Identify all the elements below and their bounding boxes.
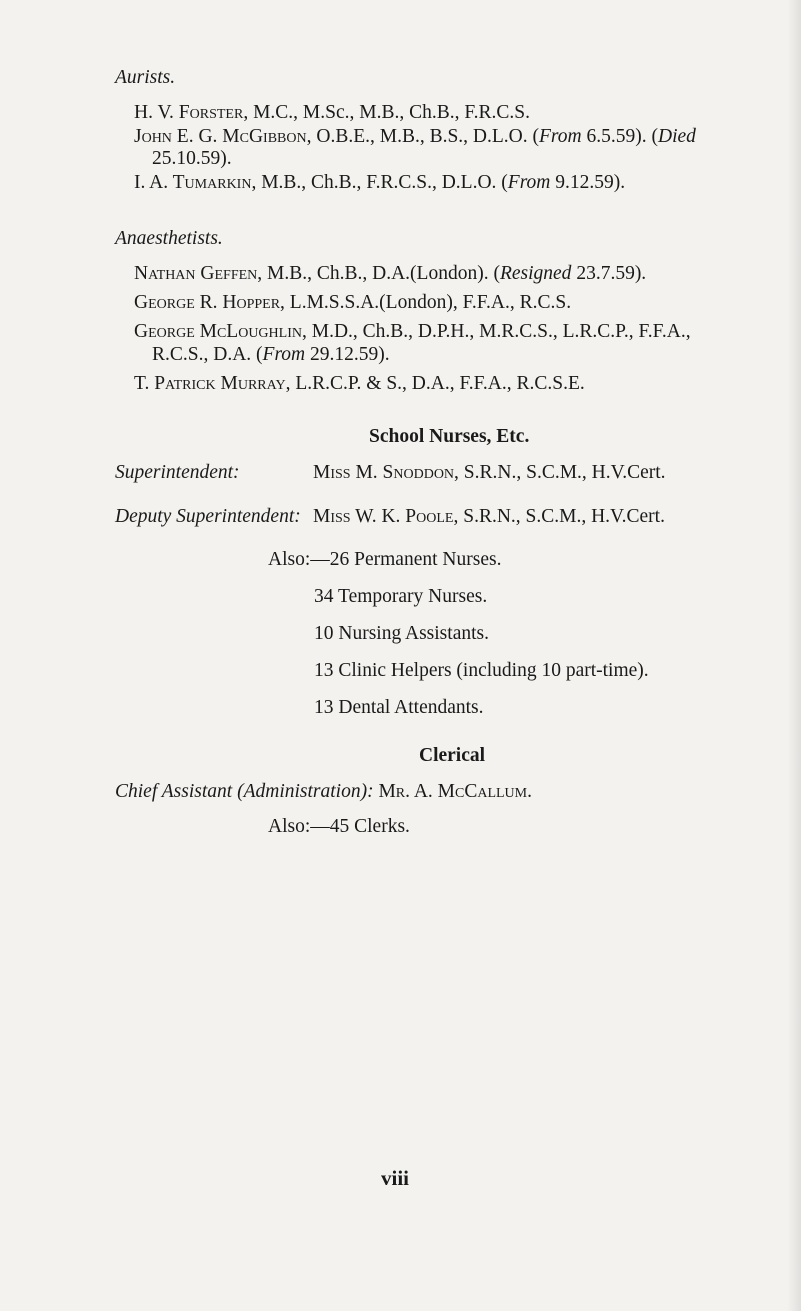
- person-name: Miss W. K. Poole: [313, 506, 454, 527]
- staff-count-item: 34 Temporary Nurses.: [314, 586, 488, 607]
- qualifications: , L.R.C.P. & S., D.A., F.F.A., R.C.S.E.: [285, 373, 585, 394]
- clerical-heading: Clerical: [419, 745, 486, 766]
- qualifications: , O.B.E., M.B., B.S., D.L.O. (: [306, 126, 540, 147]
- deputy-superintendent-entry: [313, 505, 665, 529]
- person-name: T. Patrick Murray: [134, 373, 286, 394]
- qualifications: , M.D., Ch.B., D.P.H., M.R.C.S., L.R.C.P., F.F.A.,: [301, 321, 691, 342]
- date-note-label: Died: [658, 126, 696, 147]
- qualifications: , M.B., Ch.B., F.R.C.S., D.L.O. (: [251, 172, 508, 193]
- also-label: Also:: [268, 549, 311, 570]
- person-name: Mr. A. McCallum.: [378, 781, 532, 802]
- date-note-label: From: [262, 344, 306, 365]
- qualifications: , S.R.N., S.C.M., H.V.Cert.: [453, 506, 665, 527]
- person-name: I. A. Tumarkin: [134, 172, 252, 193]
- aurist-entry-forster: [134, 101, 530, 125]
- person-name: Miss M. Snoddon: [313, 462, 455, 483]
- aurist-entry-tumarkin: [134, 171, 625, 195]
- date-note: 9.12.59).: [550, 172, 626, 193]
- qualifications: , L.M.S.S.A.(London), F.F.A., R.C.S.: [280, 292, 572, 313]
- person-name: George R. Hopper: [134, 292, 281, 313]
- aurist-entry-mcgibbon: [134, 125, 696, 149]
- aurists-heading: Aurists.: [115, 67, 176, 88]
- date-note-label: From: [507, 172, 551, 193]
- person-name: H. V. Forster: [134, 102, 244, 123]
- anaesthetists-heading: Anaesthetists.: [115, 228, 223, 249]
- date-note: 29.12.59).: [305, 344, 390, 365]
- anaesthetist-entry-hopper: [134, 291, 571, 315]
- superintendent-entry: [313, 461, 666, 485]
- anaesthetist-entry-geffen: [134, 262, 646, 286]
- date-note-label: Resigned: [499, 263, 572, 284]
- date-note: 6.5.59). (: [581, 126, 658, 147]
- chief-assistant-label-end: ):: [360, 781, 374, 802]
- anaesthetist-entry-mcloughlin-cont: [152, 343, 390, 367]
- staff-count-item: —26 Permanent Nurses.: [310, 549, 502, 570]
- qualifications: , S.R.N., S.C.M., H.V.Cert.: [454, 462, 666, 483]
- superintendent-label: Superintendent:: [115, 462, 240, 483]
- clerks-count: Also:—45 Clerks.: [268, 816, 410, 837]
- anaesthetist-entry-murray: [134, 372, 585, 396]
- qualifications: R.C.S., D.A. (: [152, 344, 263, 365]
- person-name: John E. G. McGibbon: [134, 126, 307, 147]
- qualifications: , M.C., M.Sc., M.B., Ch.B., F.R.C.S.: [243, 102, 531, 123]
- also-staff-line: [268, 548, 501, 572]
- aurist-entry-mcgibbon-cont: 25.10.59).: [152, 148, 232, 169]
- chief-assistant-entry: [115, 780, 532, 804]
- chief-assistant-label-detail: Administration: [243, 781, 361, 802]
- page-number: viii: [381, 1166, 410, 1190]
- date-note: 23.7.59).: [571, 263, 647, 284]
- page-edge-shadow: [787, 0, 801, 1311]
- deputy-superintendent-label: Deputy Superintendent:: [115, 506, 301, 527]
- school-nurses-heading: School Nurses, Etc.: [369, 426, 530, 447]
- person-name: Nathan Geffen: [134, 263, 258, 284]
- staff-count-item: 13 Dental Attendants.: [314, 697, 484, 718]
- staff-count-item: 13 Clinic Helpers (including 10 part-time).: [314, 660, 649, 681]
- person-name: George McLoughlin: [134, 321, 302, 342]
- anaesthetist-entry-mcloughlin: [134, 320, 691, 344]
- chief-assistant-label: Chief Assistant (: [115, 781, 244, 802]
- staff-count-item: 10 Nursing Assistants.: [314, 623, 489, 644]
- date-note-label: From: [539, 126, 582, 147]
- qualifications: , M.B., Ch.B., D.A.(London). (: [257, 263, 500, 284]
